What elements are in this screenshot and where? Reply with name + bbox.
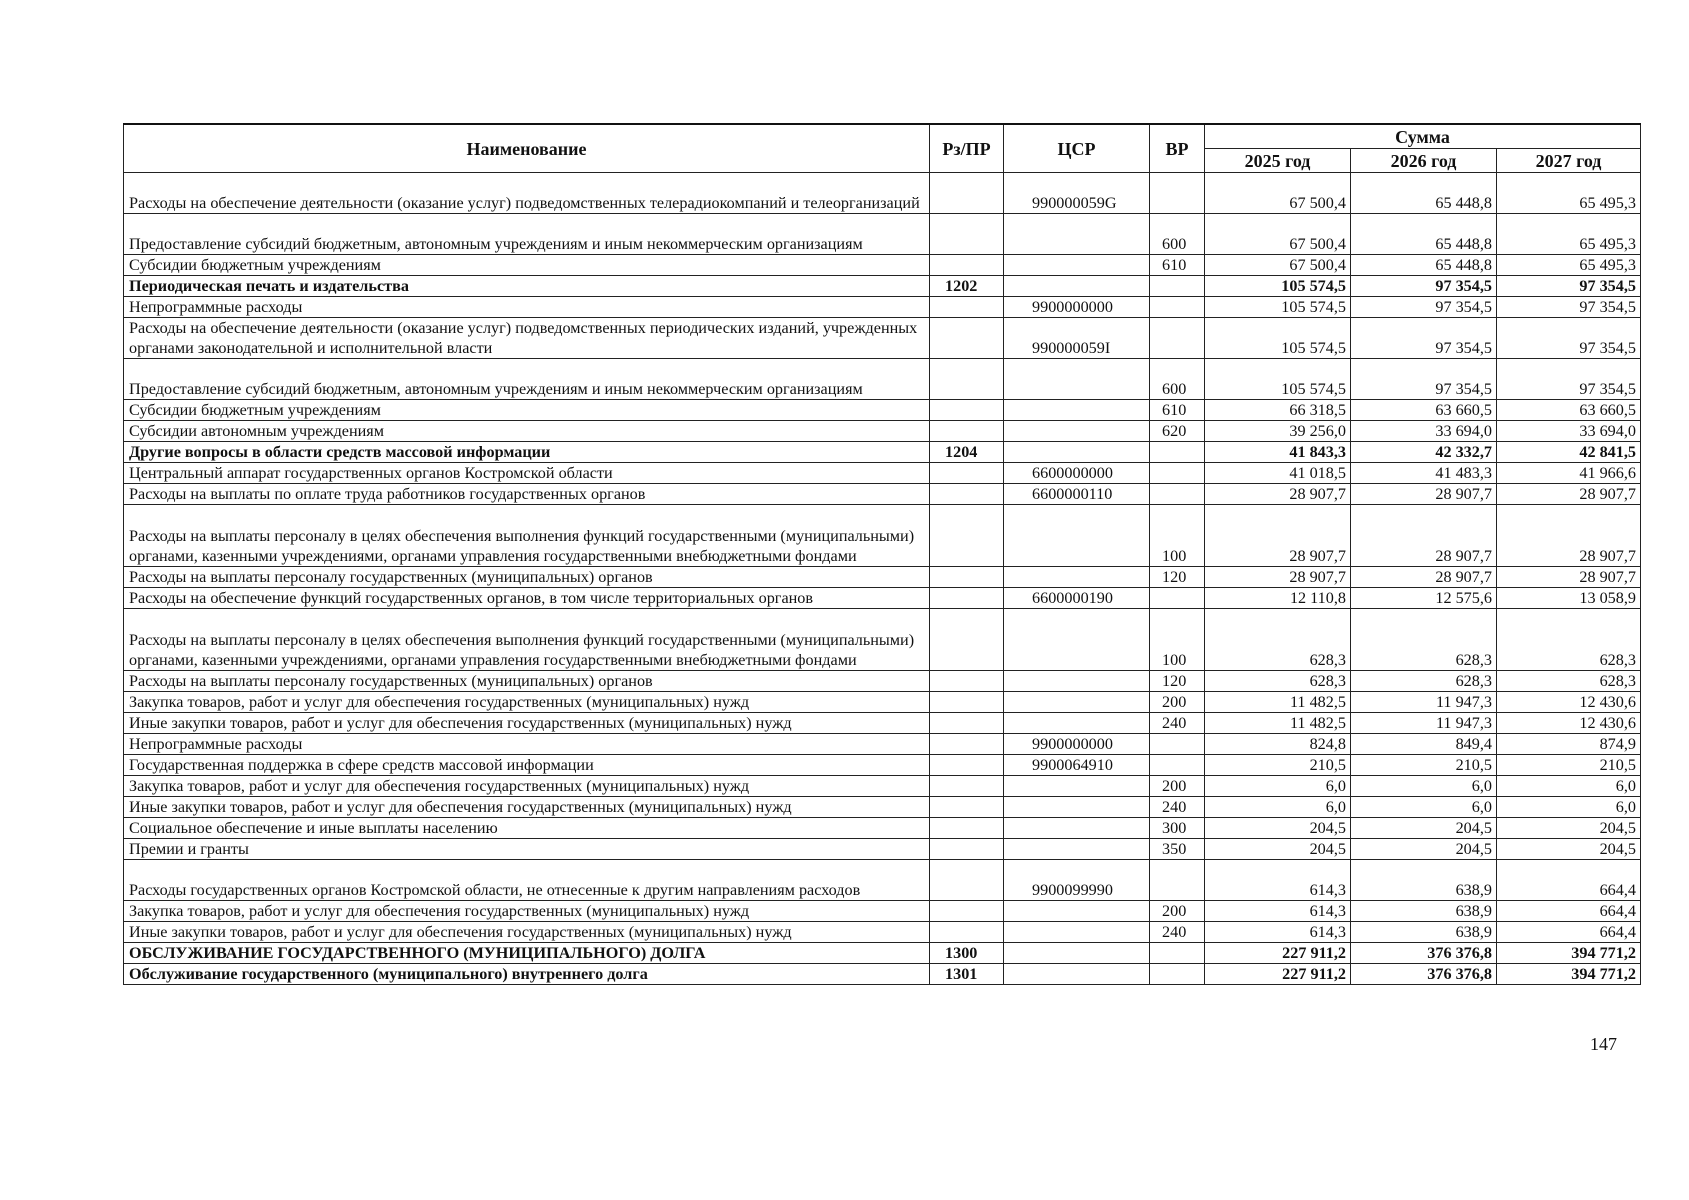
row-sum-2025-cell: 6,0	[1205, 797, 1351, 818]
row-rz-pr-cell	[930, 255, 1004, 276]
row-sum-2025-cell: 227 911,2	[1205, 964, 1351, 985]
row-sum-2027-cell: 13 058,9	[1497, 588, 1641, 609]
table-row	[124, 860, 1641, 901]
row-sum-2027-cell: 65 495,3	[1497, 173, 1641, 214]
row-csr-cell: 990000059I	[1004, 318, 1150, 359]
row-rz-pr-cell	[930, 755, 1004, 776]
row-name-cell: Расходы на выплаты по оплате труда работников государственных органов	[124, 484, 930, 505]
row-csr-cell	[1004, 359, 1150, 400]
table-row	[124, 400, 1641, 421]
row-vr-cell: 120	[1150, 567, 1205, 588]
table-row	[124, 964, 1641, 985]
row-name-cell: Другие вопросы в области средств массовой информации	[124, 442, 930, 463]
table-row	[124, 214, 1641, 255]
table-row	[124, 609, 1641, 671]
row-name-cell: Предоставление субсидий бюджетным, автономным учреждениям и иным некоммерческим организациям	[124, 359, 930, 400]
row-sum-2025-cell: 628,3	[1205, 671, 1351, 692]
row-name-cell: Расходы на обеспечение деятельности (оказание услуг) подведомственных периодических изданий, учрежденных органами законодательной и исполнительной власти	[124, 318, 930, 359]
row-vr-cell	[1150, 734, 1205, 755]
row-sum-2027-cell: 664,4	[1497, 860, 1641, 901]
row-vr-cell	[1150, 442, 1205, 463]
row-csr-cell	[1004, 901, 1150, 922]
row-sum-2025-cell: 210,5	[1205, 755, 1351, 776]
col-header-2025: 2025 год	[1205, 149, 1351, 173]
row-rz-pr-cell	[930, 692, 1004, 713]
row-rz-pr-cell	[930, 922, 1004, 943]
row-rz-pr-cell	[930, 713, 1004, 734]
col-header-2026: 2026 год	[1351, 149, 1497, 173]
col-header-2027: 2027 год	[1497, 149, 1641, 173]
row-sum-2027-cell: 12 430,6	[1497, 713, 1641, 734]
row-sum-2027-cell: 6,0	[1497, 797, 1641, 818]
row-sum-2027-cell: 42 841,5	[1497, 442, 1641, 463]
row-sum-2025-cell: 614,3	[1205, 860, 1351, 901]
row-sum-2025-cell: 67 500,4	[1205, 173, 1351, 214]
row-sum-2027-cell: 664,4	[1497, 922, 1641, 943]
row-sum-2026-cell: 204,5	[1351, 818, 1497, 839]
row-rz-pr-cell	[930, 297, 1004, 318]
row-name-cell: ОБСЛУЖИВАНИЕ ГОСУДАРСТВЕННОГО (МУНИЦИПАЛЬНОГО) ДОЛГА	[124, 943, 930, 964]
row-name-cell: Иные закупки товаров, работ и услуг для обеспечения государственных (муниципальных) нужд	[124, 922, 930, 943]
row-csr-cell	[1004, 276, 1150, 297]
row-rz-pr-cell	[930, 818, 1004, 839]
col-header-rz-pr: Рз/ПР	[930, 124, 1004, 173]
row-csr-cell	[1004, 839, 1150, 860]
row-sum-2026-cell: 376 376,8	[1351, 964, 1497, 985]
row-vr-cell: 240	[1150, 922, 1205, 943]
row-name-cell: Расходы на выплаты персоналу в целях обеспечения выполнения функций государственными (муниципальными) органами, казенными учреждениями, органами управления государственными внебюджетными фондами	[124, 505, 930, 567]
row-csr-cell	[1004, 692, 1150, 713]
row-sum-2026-cell: 11 947,3	[1351, 692, 1497, 713]
row-vr-cell	[1150, 964, 1205, 985]
row-vr-cell	[1150, 943, 1205, 964]
row-sum-2025-cell: 105 574,5	[1205, 297, 1351, 318]
table-row	[124, 671, 1641, 692]
row-sum-2026-cell: 638,9	[1351, 922, 1497, 943]
row-rz-pr-cell	[930, 484, 1004, 505]
budget-sheet	[123, 123, 1640, 985]
table-row	[124, 734, 1641, 755]
row-vr-cell: 200	[1150, 776, 1205, 797]
row-sum-2027-cell: 97 354,5	[1497, 318, 1641, 359]
row-rz-pr-cell	[930, 609, 1004, 671]
row-sum-2026-cell: 65 448,8	[1351, 173, 1497, 214]
row-sum-2027-cell: 65 495,3	[1497, 255, 1641, 276]
row-name-cell: Закупка товаров, работ и услуг для обеспечения государственных (муниципальных) нужд	[124, 692, 930, 713]
row-rz-pr-cell: 1204	[930, 442, 1004, 463]
row-sum-2025-cell: 824,8	[1205, 734, 1351, 755]
table-row	[124, 797, 1641, 818]
row-vr-cell: 100	[1150, 609, 1205, 671]
row-name-cell: Иные закупки товаров, работ и услуг для обеспечения государственных (муниципальных) нужд	[124, 797, 930, 818]
row-rz-pr-cell	[930, 359, 1004, 400]
row-name-cell: Обслуживание государственного (муниципального) внутреннего долга	[124, 964, 930, 985]
row-vr-cell	[1150, 484, 1205, 505]
row-sum-2027-cell: 97 354,5	[1497, 276, 1641, 297]
table-row	[124, 505, 1641, 567]
row-vr-cell: 300	[1150, 818, 1205, 839]
table-row	[124, 818, 1641, 839]
row-sum-2027-cell: 63 660,5	[1497, 400, 1641, 421]
row-rz-pr-cell	[930, 463, 1004, 484]
row-sum-2025-cell: 67 500,4	[1205, 214, 1351, 255]
row-sum-2027-cell: 874,9	[1497, 734, 1641, 755]
row-sum-2025-cell: 28 907,7	[1205, 567, 1351, 588]
row-csr-cell: 9900064910	[1004, 755, 1150, 776]
row-name-cell: Субсидии бюджетным учреждениям	[124, 255, 930, 276]
row-sum-2025-cell: 614,3	[1205, 922, 1351, 943]
row-sum-2026-cell: 97 354,5	[1351, 318, 1497, 359]
row-name-cell: Расходы на обеспечение деятельности (оказание услуг) подведомственных телерадиокомпаний и телеорганизаций	[124, 173, 930, 214]
table-row	[124, 567, 1641, 588]
row-rz-pr-cell	[930, 839, 1004, 860]
row-sum-2027-cell: 33 694,0	[1497, 421, 1641, 442]
row-vr-cell	[1150, 860, 1205, 901]
row-sum-2026-cell: 628,3	[1351, 609, 1497, 671]
row-sum-2025-cell: 628,3	[1205, 609, 1351, 671]
row-sum-2025-cell: 105 574,5	[1205, 359, 1351, 400]
row-csr-cell	[1004, 713, 1150, 734]
row-sum-2027-cell: 97 354,5	[1497, 297, 1641, 318]
row-name-cell: Субсидии автономным учреждениям	[124, 421, 930, 442]
col-header-name: Наименование	[124, 124, 930, 173]
table-row	[124, 713, 1641, 734]
row-csr-cell	[1004, 421, 1150, 442]
row-name-cell: Иные закупки товаров, работ и услуг для обеспечения государственных (муниципальных) нужд	[124, 713, 930, 734]
table-row	[124, 943, 1641, 964]
row-csr-cell: 9900000000	[1004, 297, 1150, 318]
row-name-cell: Расходы на выплаты персоналу государственных (муниципальных) органов	[124, 671, 930, 692]
row-sum-2026-cell: 97 354,5	[1351, 297, 1497, 318]
row-csr-cell	[1004, 505, 1150, 567]
row-name-cell: Премии и гранты	[124, 839, 930, 860]
table-row	[124, 255, 1641, 276]
row-rz-pr-cell	[930, 421, 1004, 442]
row-vr-cell	[1150, 318, 1205, 359]
row-sum-2027-cell: 210,5	[1497, 755, 1641, 776]
row-vr-cell	[1150, 463, 1205, 484]
row-sum-2025-cell: 105 574,5	[1205, 276, 1351, 297]
row-vr-cell: 240	[1150, 797, 1205, 818]
budget-table	[123, 123, 1641, 985]
row-sum-2026-cell: 849,4	[1351, 734, 1497, 755]
row-vr-cell: 610	[1150, 400, 1205, 421]
row-csr-cell	[1004, 797, 1150, 818]
row-vr-cell: 600	[1150, 214, 1205, 255]
row-sum-2027-cell: 28 907,7	[1497, 484, 1641, 505]
table-row	[124, 692, 1641, 713]
table-row	[124, 588, 1641, 609]
row-csr-cell	[1004, 818, 1150, 839]
row-vr-cell: 620	[1150, 421, 1205, 442]
row-csr-cell	[1004, 609, 1150, 671]
row-vr-cell: 240	[1150, 713, 1205, 734]
row-sum-2027-cell: 41 966,6	[1497, 463, 1641, 484]
table-row	[124, 442, 1641, 463]
row-rz-pr-cell	[930, 734, 1004, 755]
row-csr-cell	[1004, 255, 1150, 276]
row-vr-cell	[1150, 297, 1205, 318]
row-sum-2026-cell: 638,9	[1351, 860, 1497, 901]
row-sum-2026-cell: 11 947,3	[1351, 713, 1497, 734]
row-sum-2026-cell: 28 907,7	[1351, 567, 1497, 588]
page-number: 147	[1590, 1034, 1617, 1054]
row-sum-2025-cell: 11 482,5	[1205, 692, 1351, 713]
row-sum-2025-cell: 105 574,5	[1205, 318, 1351, 359]
table-row	[124, 901, 1641, 922]
row-sum-2027-cell: 628,3	[1497, 671, 1641, 692]
row-vr-cell: 200	[1150, 901, 1205, 922]
table-row	[124, 463, 1641, 484]
row-sum-2025-cell: 41 018,5	[1205, 463, 1351, 484]
row-vr-cell: 200	[1150, 692, 1205, 713]
row-sum-2025-cell: 28 907,7	[1205, 505, 1351, 567]
row-sum-2026-cell: 41 483,3	[1351, 463, 1497, 484]
table-row	[124, 922, 1641, 943]
table-row	[124, 173, 1641, 214]
row-name-cell: Закупка товаров, работ и услуг для обеспечения государственных (муниципальных) нужд	[124, 901, 930, 922]
table-row	[124, 297, 1641, 318]
row-rz-pr-cell	[930, 776, 1004, 797]
row-sum-2027-cell: 28 907,7	[1497, 505, 1641, 567]
table-row	[124, 839, 1641, 860]
row-sum-2027-cell: 394 771,2	[1497, 943, 1641, 964]
row-csr-cell	[1004, 442, 1150, 463]
table-row	[124, 318, 1641, 359]
row-sum-2025-cell: 6,0	[1205, 776, 1351, 797]
row-csr-cell	[1004, 567, 1150, 588]
row-csr-cell	[1004, 214, 1150, 255]
row-name-cell: Расходы государственных органов Костромской области, не отнесенные к другим направлениям расходов	[124, 860, 930, 901]
row-name-cell: Периодическая печать и издательства	[124, 276, 930, 297]
table-row	[124, 421, 1641, 442]
row-rz-pr-cell	[930, 400, 1004, 421]
row-sum-2027-cell: 28 907,7	[1497, 567, 1641, 588]
row-vr-cell: 600	[1150, 359, 1205, 400]
row-rz-pr-cell: 1301	[930, 964, 1004, 985]
table-body	[124, 173, 1641, 985]
row-sum-2026-cell: 97 354,5	[1351, 359, 1497, 400]
row-sum-2025-cell: 28 907,7	[1205, 484, 1351, 505]
row-sum-2027-cell: 204,5	[1497, 818, 1641, 839]
row-sum-2026-cell: 28 907,7	[1351, 484, 1497, 505]
row-csr-cell: 9900099990	[1004, 860, 1150, 901]
row-sum-2027-cell: 664,4	[1497, 901, 1641, 922]
row-vr-cell: 100	[1150, 505, 1205, 567]
row-rz-pr-cell	[930, 901, 1004, 922]
row-csr-cell	[1004, 671, 1150, 692]
row-sum-2026-cell: 628,3	[1351, 671, 1497, 692]
row-sum-2025-cell: 11 482,5	[1205, 713, 1351, 734]
row-rz-pr-cell	[930, 671, 1004, 692]
row-rz-pr-cell	[930, 860, 1004, 901]
row-csr-cell	[1004, 400, 1150, 421]
table-row	[124, 359, 1641, 400]
row-vr-cell: 610	[1150, 255, 1205, 276]
table-row	[124, 776, 1641, 797]
row-name-cell: Центральный аппарат государственных органов Костромской области	[124, 463, 930, 484]
row-vr-cell: 120	[1150, 671, 1205, 692]
row-rz-pr-cell	[930, 797, 1004, 818]
row-rz-pr-cell	[930, 173, 1004, 214]
col-header-csr: ЦСР	[1004, 124, 1150, 173]
row-rz-pr-cell: 1300	[930, 943, 1004, 964]
table-header	[124, 124, 1641, 173]
table-row	[124, 276, 1641, 297]
row-name-cell: Субсидии бюджетным учреждениям	[124, 400, 930, 421]
row-csr-cell	[1004, 776, 1150, 797]
row-vr-cell	[1150, 588, 1205, 609]
row-sum-2025-cell: 12 110,8	[1205, 588, 1351, 609]
row-sum-2027-cell: 6,0	[1497, 776, 1641, 797]
row-sum-2026-cell: 6,0	[1351, 797, 1497, 818]
row-sum-2026-cell: 210,5	[1351, 755, 1497, 776]
row-sum-2025-cell: 204,5	[1205, 818, 1351, 839]
row-name-cell: Закупка товаров, работ и услуг для обеспечения государственных (муниципальных) нужд	[124, 776, 930, 797]
row-rz-pr-cell	[930, 588, 1004, 609]
row-sum-2027-cell: 394 771,2	[1497, 964, 1641, 985]
row-csr-cell: 6600000190	[1004, 588, 1150, 609]
table-row	[124, 755, 1641, 776]
row-sum-2026-cell: 42 332,7	[1351, 442, 1497, 463]
row-rz-pr-cell	[930, 318, 1004, 359]
row-csr-cell: 9900000000	[1004, 734, 1150, 755]
row-sum-2026-cell: 65 448,8	[1351, 214, 1497, 255]
row-csr-cell	[1004, 964, 1150, 985]
row-sum-2027-cell: 12 430,6	[1497, 692, 1641, 713]
row-csr-cell: 6600000000	[1004, 463, 1150, 484]
row-csr-cell: 990000059G	[1004, 173, 1150, 214]
row-sum-2026-cell: 97 354,5	[1351, 276, 1497, 297]
row-rz-pr-cell	[930, 567, 1004, 588]
row-sum-2026-cell: 65 448,8	[1351, 255, 1497, 276]
row-sum-2025-cell: 67 500,4	[1205, 255, 1351, 276]
row-csr-cell: 6600000110	[1004, 484, 1150, 505]
row-sum-2025-cell: 39 256,0	[1205, 421, 1351, 442]
row-sum-2027-cell: 628,3	[1497, 609, 1641, 671]
row-sum-2027-cell: 65 495,3	[1497, 214, 1641, 255]
col-header-sum: Сумма	[1205, 124, 1641, 149]
row-sum-2025-cell: 227 911,2	[1205, 943, 1351, 964]
row-name-cell: Государственная поддержка в сфере средств массовой информации	[124, 755, 930, 776]
row-sum-2025-cell: 41 843,3	[1205, 442, 1351, 463]
row-name-cell: Социальное обеспечение и иные выплаты населению	[124, 818, 930, 839]
row-sum-2026-cell: 28 907,7	[1351, 505, 1497, 567]
row-sum-2025-cell: 204,5	[1205, 839, 1351, 860]
row-rz-pr-cell: 1202	[930, 276, 1004, 297]
row-vr-cell: 350	[1150, 839, 1205, 860]
row-sum-2026-cell: 6,0	[1351, 776, 1497, 797]
row-csr-cell	[1004, 943, 1150, 964]
row-sum-2025-cell: 614,3	[1205, 901, 1351, 922]
col-header-vr: ВР	[1150, 124, 1205, 173]
row-name-cell: Расходы на выплаты персоналу в целях обеспечения выполнения функций государственными (муниципальными) органами, казенными учреждениями, органами управления государственными внебюджетными фондами	[124, 609, 930, 671]
row-sum-2026-cell: 204,5	[1351, 839, 1497, 860]
row-rz-pr-cell	[930, 214, 1004, 255]
row-csr-cell	[1004, 922, 1150, 943]
row-name-cell: Предоставление субсидий бюджетным, автономным учреждениям и иным некоммерческим организациям	[124, 214, 930, 255]
row-sum-2025-cell: 66 318,5	[1205, 400, 1351, 421]
row-name-cell: Расходы на обеспечение функций государственных органов, в том числе территориальных органов	[124, 588, 930, 609]
row-vr-cell	[1150, 755, 1205, 776]
row-sum-2026-cell: 63 660,5	[1351, 400, 1497, 421]
row-sum-2026-cell: 12 575,6	[1351, 588, 1497, 609]
row-sum-2027-cell: 97 354,5	[1497, 359, 1641, 400]
row-sum-2026-cell: 33 694,0	[1351, 421, 1497, 442]
row-name-cell: Расходы на выплаты персоналу государственных (муниципальных) органов	[124, 567, 930, 588]
table-row	[124, 484, 1641, 505]
row-sum-2026-cell: 376 376,8	[1351, 943, 1497, 964]
row-sum-2027-cell: 204,5	[1497, 839, 1641, 860]
row-vr-cell	[1150, 276, 1205, 297]
row-sum-2026-cell: 638,9	[1351, 901, 1497, 922]
row-rz-pr-cell	[930, 505, 1004, 567]
row-vr-cell	[1150, 173, 1205, 214]
row-name-cell: Непрограммные расходы	[124, 297, 930, 318]
row-name-cell: Непрограммные расходы	[124, 734, 930, 755]
